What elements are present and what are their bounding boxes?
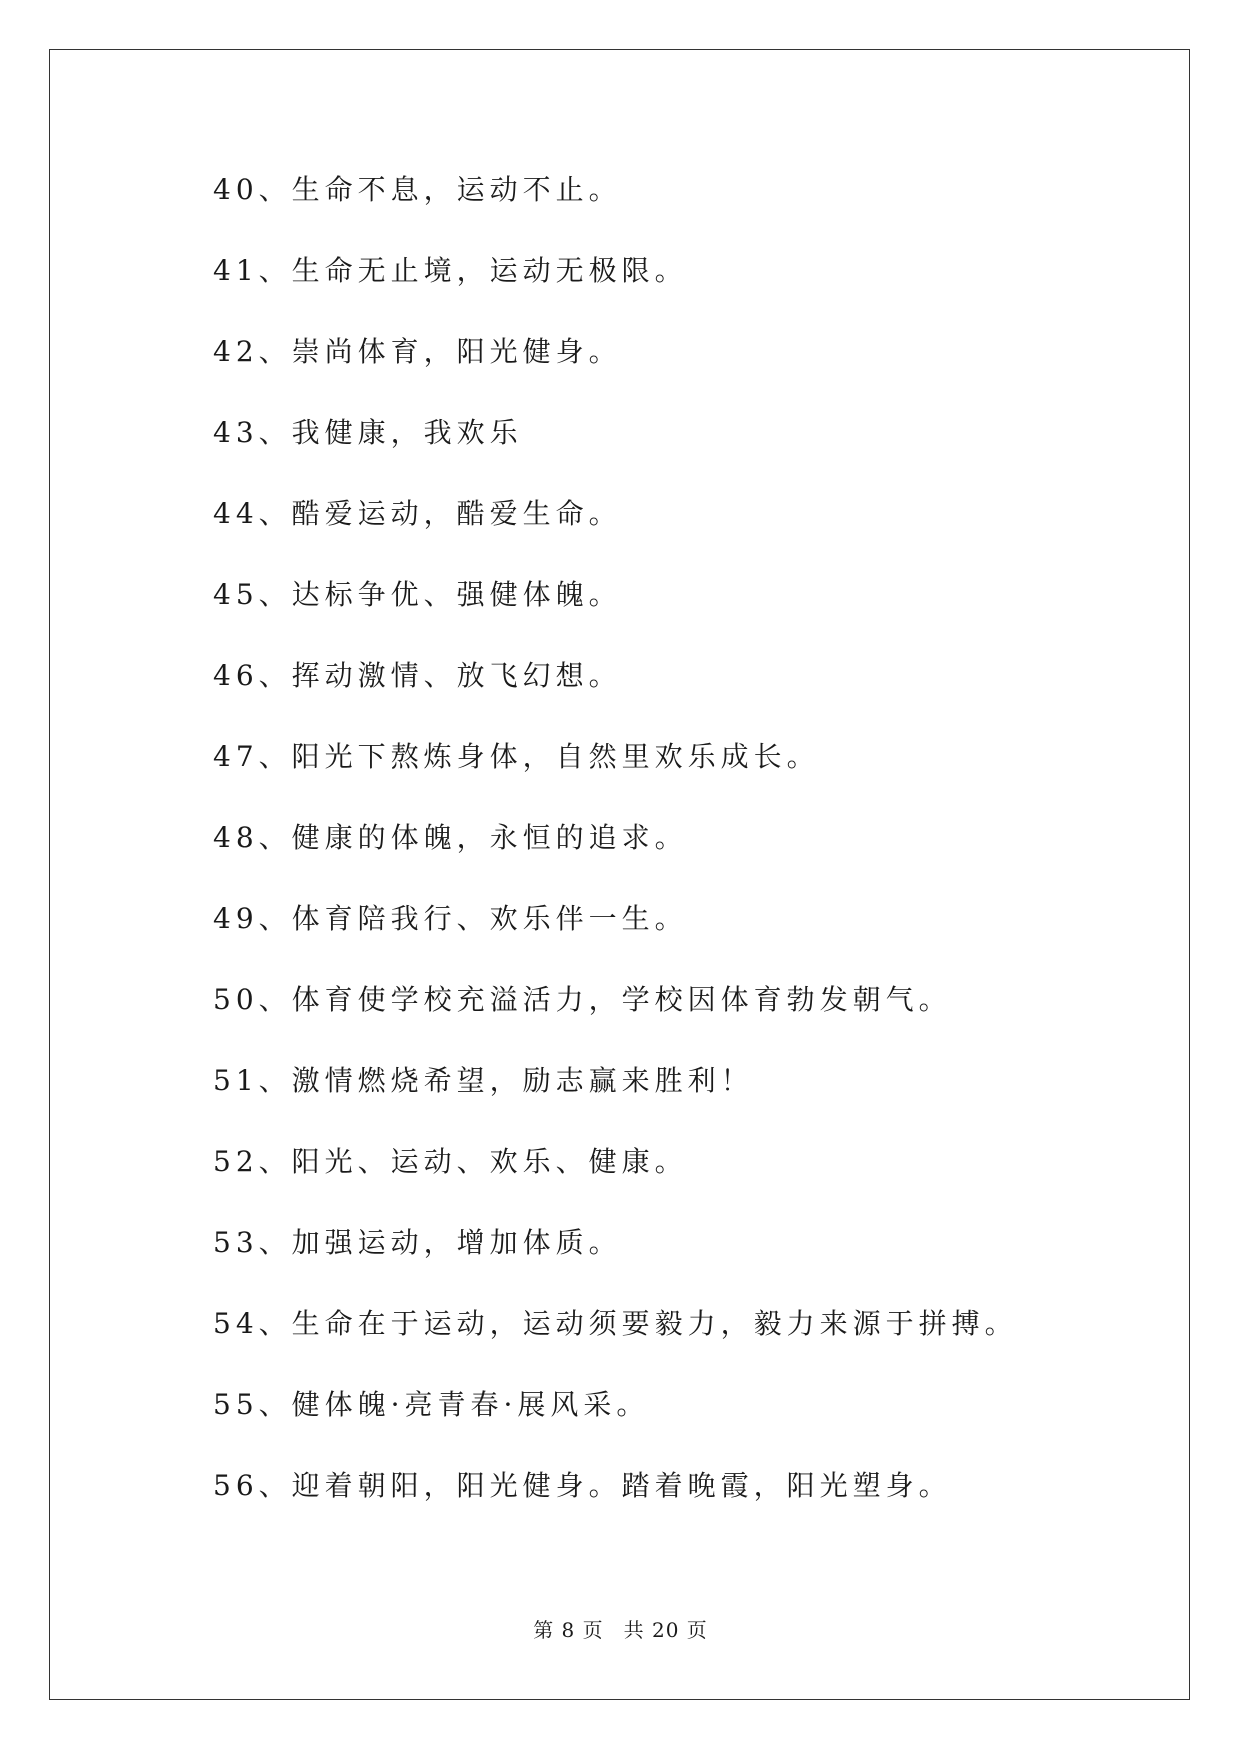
list-item: 55、健体魄·亮青春·展风采。 — [213, 1388, 650, 1421]
page-footer — [0, 1614, 1241, 1643]
list-item: 54、生命在于运动，运动须要毅力，毅力来源于拼搏。 — [213, 1307, 1018, 1340]
list-item: 49、体育陪我行、欢乐伴一生。 — [213, 902, 688, 935]
list-item: 51、激情燃烧希望，励志赢来胜利！ — [213, 1064, 754, 1097]
list-item: 56、迎着朝阳，阳光健身。踏着晚霞，阳光塑身。 — [213, 1469, 952, 1502]
list-item: 42、崇尚体育，阳光健身。 — [213, 335, 622, 368]
current-page-label: 第 8 页 — [533, 1618, 604, 1642]
list-item: 52、阳光、运动、欢乐、健康。 — [213, 1145, 688, 1178]
slogan-list — [213, 170, 1018, 1547]
list-item: 48、健康的体魄，永恒的追求。 — [213, 821, 688, 854]
list-item: 53、加强运动，增加体质。 — [213, 1226, 622, 1259]
list-item: 45、达标争优、强健体魄。 — [213, 578, 622, 611]
list-item: 47、阳光下熬炼身体，自然里欢乐成长。 — [213, 740, 820, 773]
list-item: 44、酷爱运动，酷爱生命。 — [213, 497, 622, 530]
list-item: 46、挥动激情、放飞幻想。 — [213, 659, 622, 692]
list-item: 50、体育使学校充溢活力，学校因体育勃发朝气。 — [213, 983, 952, 1016]
list-item: 41、生命无止境，运动无极限。 — [213, 254, 688, 287]
list-item: 40、生命不息，运动不止。 — [213, 173, 622, 206]
list-item: 43、我健康，我欢乐 — [213, 416, 523, 449]
total-pages-label: 共 20 页 — [623, 1618, 708, 1642]
